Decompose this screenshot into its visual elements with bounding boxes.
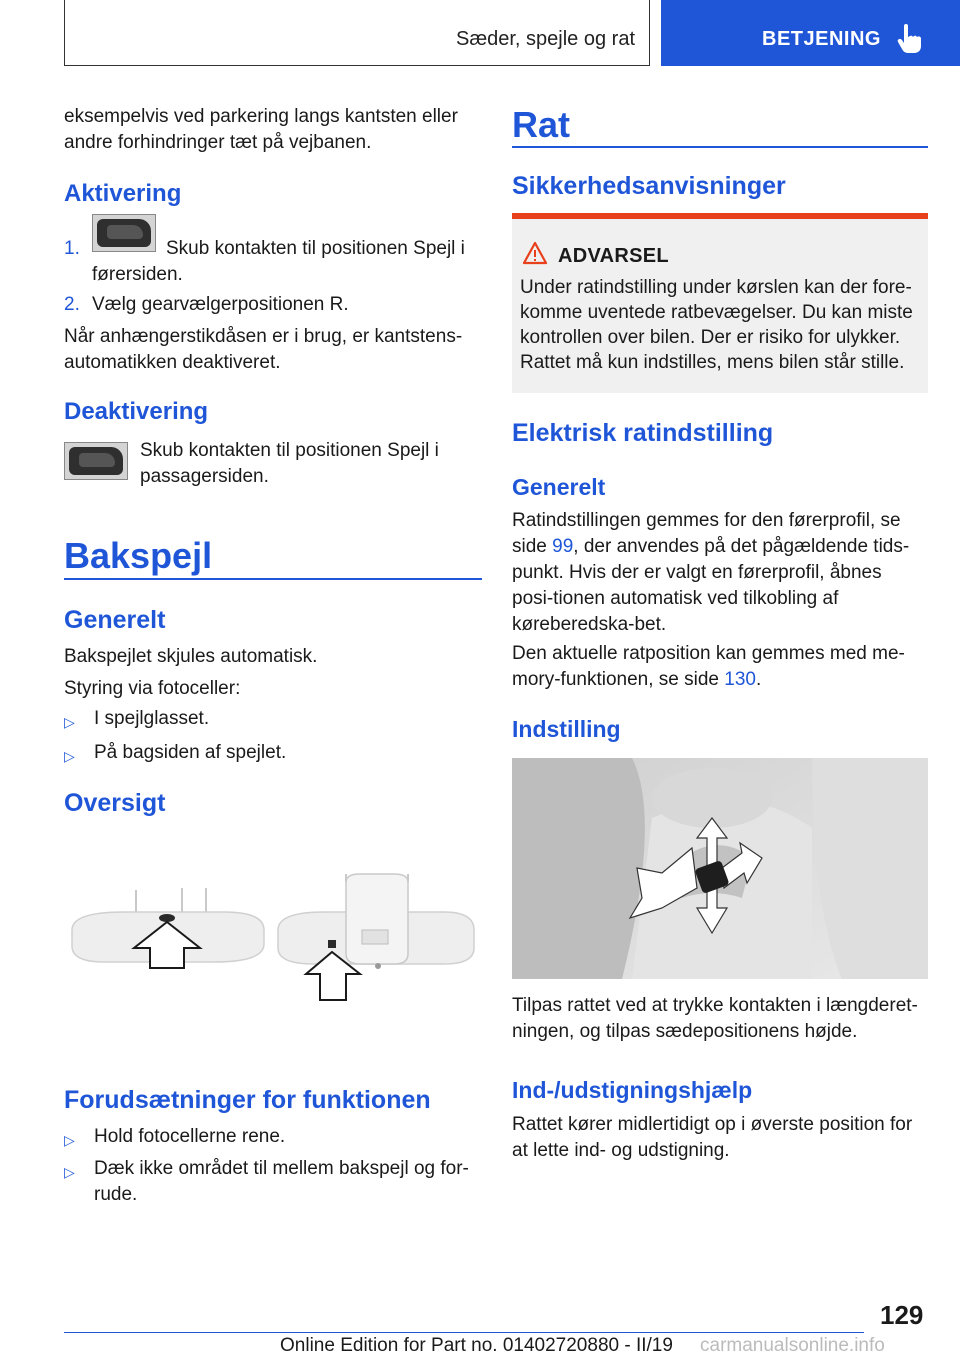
watermark: carmanualsonline.info [700,1335,885,1356]
rearview-heading: Bakspejl [64,535,213,576]
overview-heading: Oversigt [64,789,166,817]
header-chapter-label: BETJENING [762,28,881,50]
steering-adjust-photo [512,758,928,979]
rearview-general-text: Bakspejlet skjules automatisk. [64,646,318,667]
steering-general-text: Ratindstillingen gemmes for den førerprofil, se side 99, der anvendes på det pågældende tids‐punkt. Hvis der er valgt en førerprofil, åbnes posi‐tionen automatisk ved tilkobling af køreberedska‐bet. [512,510,910,635]
deactivation-text: Skub kontakten til positionen Spejl i passagersiden. [140,440,439,487]
trailer-note: Når anhængerstikdåsen er i brug, er kantstens‐automatikken deaktiveret. [64,326,463,373]
warning-label: ADVARSEL [558,245,669,267]
memory-text: Den aktuelle ratposition kan gemmes med me‐mory-funktionen, se side 130. [512,643,905,690]
bullet-icon: ▷ [64,748,75,764]
step-1-number: 1. [64,238,80,259]
safety-heading: Sikkerhedsanvisninger [512,172,786,200]
bullet-icon: ▷ [64,714,75,730]
entry-help-heading: Ind-/udstigningshjælp [512,1077,753,1103]
activation-heading: Aktivering [64,180,182,207]
warning-box [512,213,928,393]
page-link-130[interactable]: 130 [724,669,756,690]
prereq-bullet-2: Dæk ikke området til mellem bakspejl og for‐rude. [94,1158,469,1205]
mirror-switch-passenger-icon [64,442,128,480]
bullet-icon: ▷ [64,1132,75,1148]
bullet-icon: ▷ [64,1164,75,1180]
page-link-99[interactable]: 99 [552,536,574,557]
setting-heading: Indstilling [512,716,621,742]
header-section-box [64,0,650,66]
footer-rule [64,1332,864,1333]
electric-adjust-heading: Elektrisk ratindstilling [512,419,774,447]
hand-pointer-icon [897,24,923,54]
rearview-mirror-illustration [64,868,482,1008]
warning-text: Under ratindstilling under kørslen kan der fore‐komme uventede ratbevægelser. Du kan miste kontrollen over bilen. Der er risiko for ulykker. Rattet må kun indstilles, mens bilen står stille. [520,277,913,373]
warning-triangle-icon [522,241,548,265]
header-section-title: Sæder, spejle og rat [456,28,635,50]
prereq-bullet-1: Hold fotocellerne rene. [94,1126,286,1147]
rearview-rule [64,578,482,580]
steering-heading: Rat [512,104,571,145]
setting-text: Tilpas rattet ved at trykke kontakten i længderet‐ningen, og tilpas sædepositionens højde. [512,995,918,1042]
deactivation-heading: Deaktivering [64,398,209,425]
intro-paragraph: eksempelvis ved parkering langs kantsten eller andre forhindringer tæt på vejbanen. [64,106,458,153]
step-2-number: 2. [64,294,80,315]
bullet-text-2: På bagsiden af spejlet. [94,742,287,763]
step-2-text: Vælg gearvælgerpositionen R. [92,294,349,315]
steering-general-heading: Generelt [512,474,606,500]
bullet-text-1: I spejlglasset. [94,708,210,729]
prerequisites-heading: Forudsætninger for funktionen [64,1086,431,1114]
photocell-text: Styring via fotoceller: [64,678,241,699]
page-number: 129 [880,1300,924,1330]
step-1-text: Skub kontakten til positionen Spejl i førersiden. [92,238,465,285]
rearview-general-heading: Generelt [64,606,166,634]
entry-help-text: Rattet kører midlertidigt op i øverste position for at lette ind- og udstigning. [512,1114,913,1161]
header-chapter-tab[interactable] [661,0,960,66]
steering-rule [512,146,928,148]
footer-edition: Online Edition for Part no. 01402720880 - II/19 [280,1335,673,1356]
